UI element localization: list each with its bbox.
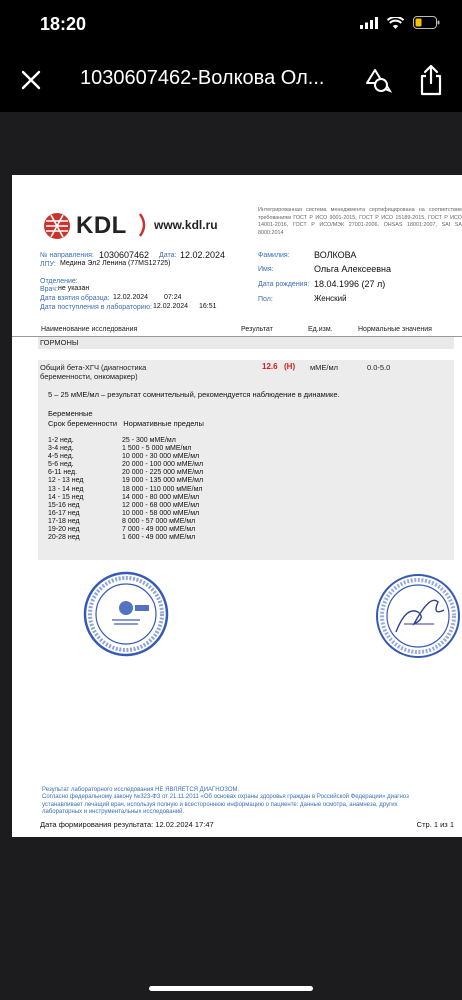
norm-term: 3-4 нед. [48,445,74,453]
norm-range: 10 000 - 30 000 мМЕ/мл [122,453,200,461]
norm-term: 20-28 нед [48,534,80,542]
sample-time-value: 07:24 [164,294,182,301]
norm-term: 16-17 нед [48,509,80,517]
pregnancy-header: Срок беременности Нормативные пределы [48,419,204,428]
doctor-stamp-icon [374,572,462,660]
disclaimer-line1: Результат лабораторного исследования НЕ ЯВЛЯЕТСЯ ДИАГНОЗОМ. [42,787,240,793]
kdl-logo [42,209,232,239]
norm-range: 20 000 - 100 000 мМЕ/мл [122,461,204,469]
certification-text: Интегрированная система менеджмента сертифицирована на соответствие требованиям ГОСТ Р ИСО 9001-2015, ГОСТ Р ИСО 15189-2015, ГОСТ Р ИСО 14001-2016, ГОСТ Р ИСО/МЭК 27001-2006, OHSAS 18001:2007, SAI SA 8000:2014 [258,207,462,236]
lpu-label: ЛПУ: [40,261,56,268]
result-norm: 0.0-5.0 [367,363,391,372]
norm-row [48,510,203,518]
date-label: Дата: [159,252,177,259]
referral-label: № направления: [40,252,94,259]
close-icon[interactable] [19,68,43,92]
norm-row [48,502,203,510]
generated-date: Дата формирования результата: 12.02.2024 17:47 [40,820,214,829]
norm-range: 18 000 - 110 000 мМЕ/мл [122,485,203,493]
sex-value: Женский [314,294,347,303]
brand-website: www.kdl.ru [154,218,218,232]
arrival-label: Дата поступления в лабораторию: [40,304,152,311]
norm-range: 8 000 - 57 000 мМЕ/мл [122,517,196,525]
name-label: Имя: [258,266,274,273]
col-norm-header: Нормальные значения [358,326,432,333]
norm-row [48,534,203,542]
norm-row [48,437,203,445]
norm-term: 15-16 нед [48,501,80,509]
norm-range: 19 000 - 135 000 мМЕ/мл [122,477,204,485]
report-footer [40,820,454,829]
pregnancy-section [48,409,204,429]
birth-label: Дата рождения: [258,281,310,288]
sex-label: Пол: [258,296,273,303]
col-name-header: Наименование исследования [41,326,138,333]
norm-row [48,494,203,502]
norm-term: 5-6 нед. [48,461,74,469]
referral-value: 1030607462 [99,250,150,260]
norm-row [48,518,203,526]
page-number: Стр. 1 из 1 [416,820,454,829]
norm-range: 7 000 - 49 000 мМЕ/мл [122,526,196,534]
test-name-line1: Общий бета-ХГЧ (диагностика [40,363,147,372]
pregnancy-norms-table [48,437,203,542]
pregnancy-title: Беременные [48,409,93,418]
norm-row [48,461,203,469]
share-icon[interactable] [418,64,444,96]
kdl-logo-mark-icon [42,211,72,241]
norm-term: 4-5 нед. [48,453,74,461]
viewer-header [0,50,462,112]
col-result-header: Результат [241,326,273,333]
norm-range: 20 000 - 225 000 мМЕ/мл [122,469,204,477]
norm-row [48,486,203,494]
norm-range: 1 500 - 5 000 мМЕ/мл [122,445,192,453]
norm-term: 6-11 нед. [48,469,78,477]
lpu-value: Медина Эл2 Ленина (77MS12725) [60,260,171,267]
document-title: 1030607462-Волкова Ол... [80,67,325,89]
disclaimer-line2: Согласно федеральному закону №323-ФЗ от 21.11.2011 «Об основах охраны здоровья граждан в Российской Федерации» диагноз [42,794,409,801]
brand-name: KDL [76,212,127,239]
birth-value: 18.04.1996 (27 л) [314,279,386,289]
brand-swoosh-icon [138,213,148,237]
result-comment: 5 – 25 мМЕ/мл – результат сомнительный, рекомендуется наблюдение в динамике. [48,390,340,399]
lab-report-page [12,175,462,837]
norm-range: 10 000 - 58 000 мМЕ/мл [122,509,200,517]
department-label: Отделение: [40,278,78,285]
norm-term: 13 - 14 нед [48,485,84,493]
norm-range: 14 000 - 80 000 мМЕ/мл [122,493,200,501]
norm-term: 14 - 15 нед [48,493,84,501]
col-unit-header: Ед.изм. [308,326,333,333]
wifi-icon [387,17,404,29]
status-time: 18:20 [40,14,87,34]
result-flag: (H) [284,362,296,371]
sample-date-value: 12.02.2024 [113,294,149,301]
result-value: 12.6 [262,362,278,371]
norm-row [48,526,203,534]
battery-icon [413,16,440,29]
results-table-header [12,323,462,337]
markup-icon[interactable] [364,67,392,95]
norm-row [48,445,203,453]
disclaimer-line3: устанавливает лечащий врач, используя полную и всестороннюю информацию о пациенте: данные осмотра, анамнеза, других [42,801,398,808]
arrival-date-value: 12.02.2024 [153,303,189,310]
norm-range: 1 600 - 49 000 мМЕ/мл [122,534,196,542]
norm-row [48,469,203,477]
signal-icon [360,17,378,29]
name-value: Ольга Алексеевна [314,264,391,274]
norm-term: 12 - 13 нед [48,477,84,485]
group-header: ГОРМОНЫ [38,337,454,349]
arrival-time-value: 16:51 [199,303,217,310]
laboratory-stamp-icon [82,570,170,658]
norm-row [48,453,203,461]
norm-range: 12 000 - 68 000 мМЕ/мл [122,501,200,509]
status-icons [360,16,440,29]
norm-term: 1-2 нед. [48,437,74,444]
doctor-value: не указан [58,285,90,292]
disclaimer-line4: лабораторных и инструментальных исследований. [42,808,185,815]
surname-value: ВОЛКОВА [314,250,357,260]
date-value: 12.02.2024 [180,250,226,260]
norm-range: 25 - 300 мМЕ/мл [122,437,176,444]
disclaimer [42,787,452,816]
doctor-label: Врач: [40,286,58,293]
norm-term: 17-18 нед [48,517,80,525]
test-name-line2: беременности, онкомаркер) [40,372,138,381]
result-unit: мМЕ/мл [310,363,339,372]
norm-term: 19-20 нед [48,526,80,534]
home-indicator[interactable] [149,986,313,991]
status-bar [0,0,462,50]
sample-date-label: Дата взятия образца: [40,295,110,302]
norm-row [48,477,203,485]
surname-label: Фамилия: [258,252,290,259]
